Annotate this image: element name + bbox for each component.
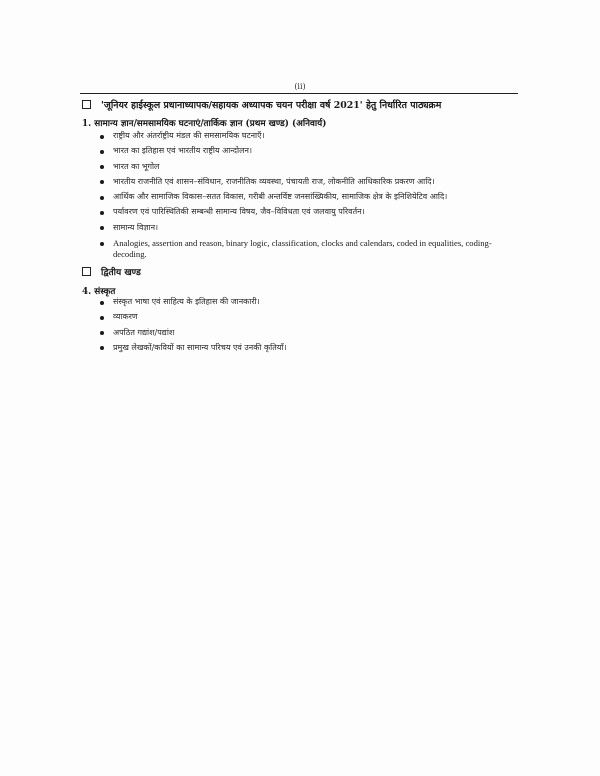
bullet-icon — [100, 346, 104, 350]
list-item — [100, 297, 520, 308]
list-item — [100, 223, 520, 234]
bullet-icon — [100, 135, 104, 139]
list-item-text: भारत का भूगोल — [113, 161, 160, 171]
list-item — [100, 131, 520, 142]
list-item-text: पर्यावरण एवं पारिस्थितिकी सम्बन्धी सामान्य विषय, जैव–विविधता एवं जलवायु परिवर्तन। — [113, 207, 365, 217]
bullet-icon — [100, 196, 104, 200]
list-item — [100, 192, 520, 203]
section-4-title: 4. संस्कृत — [82, 287, 116, 297]
list-item — [100, 238, 520, 260]
bullet-icon — [100, 211, 104, 215]
checkbox-bullet-icon — [82, 100, 91, 109]
list-item-text: भारतीय राजनीति एवं शासन–संविधान, राजनीतिक व्यवस्था, पंचायती राज, लोकनीति आधिकारिक प्रकरण आदि। — [113, 176, 435, 186]
page-number: (ii) — [294, 82, 306, 91]
second-part-title: द्वितीय खण्ड — [101, 268, 141, 278]
syllabus-heading-text: 'जूनियर हाईस्कूल प्रधानाध्यापक/सहायक अध्यापक चयन परीक्षा वर्ष 2021' हेतु निर्धारित पाठ्यक्रम — [101, 100, 442, 111]
list-item-text: सामान्य विज्ञान। — [113, 222, 159, 232]
list-item-text: Analogies, assertion and reason, binary logic, classification, clocks and calendars, coded in equalities, coding-decoding. — [113, 238, 492, 260]
list-item — [100, 343, 520, 354]
section-1-list — [100, 131, 520, 265]
list-item-text: राष्ट्रीय और अंतर्राष्ट्रीय मंडल की समसामयिक घटनाएँ। — [113, 131, 265, 140]
bullet-icon — [100, 316, 104, 320]
list-item-text: आर्थिक और सामाजिक विकास–सतत विकास, गरीबी अन्तर्विष्ट जनसांख्यिकीय, सामाजिक क्षेत्र के इनिशियेटिव आदि। — [113, 192, 448, 202]
heading-rule — [80, 93, 518, 94]
bullet-icon — [100, 331, 104, 335]
bullet-icon — [100, 165, 104, 169]
second-part-heading — [82, 265, 141, 278]
list-item-text: संस्कृत भाषा एवं साहित्य के इतिहास की जानकारी। — [113, 297, 260, 306]
list-item-text: व्याकरण — [113, 312, 138, 322]
list-item-text: प्रमुख लेखकों/कवियों का सामान्य परिचय एवं उनकी कृतियाँ। — [113, 342, 287, 352]
list-item-text: अपठित गद्यांश/पद्यांश — [113, 327, 175, 337]
list-item — [100, 207, 520, 218]
list-item — [100, 177, 520, 188]
bullet-icon — [100, 180, 104, 184]
bullet-icon — [100, 226, 104, 230]
list-item — [100, 312, 520, 323]
syllabus-heading — [82, 98, 518, 111]
list-item — [100, 162, 520, 173]
bullet-icon — [100, 301, 104, 305]
bullet-icon — [100, 242, 104, 246]
checkbox-bullet-icon — [82, 267, 91, 276]
section-1-title: 1. सामान्य ज्ञान/समसामयिक घटनाएं/तार्किक ज्ञान (प्रथम खण्ड) (अनिवार्य) — [82, 119, 327, 129]
list-item — [100, 328, 520, 339]
list-item — [100, 146, 520, 157]
list-item-text: भारत का इतिहास एवं भारतीय राष्ट्रीय आन्दोलन। — [113, 146, 252, 156]
bullet-icon — [100, 150, 104, 154]
section-4-list — [100, 297, 520, 358]
